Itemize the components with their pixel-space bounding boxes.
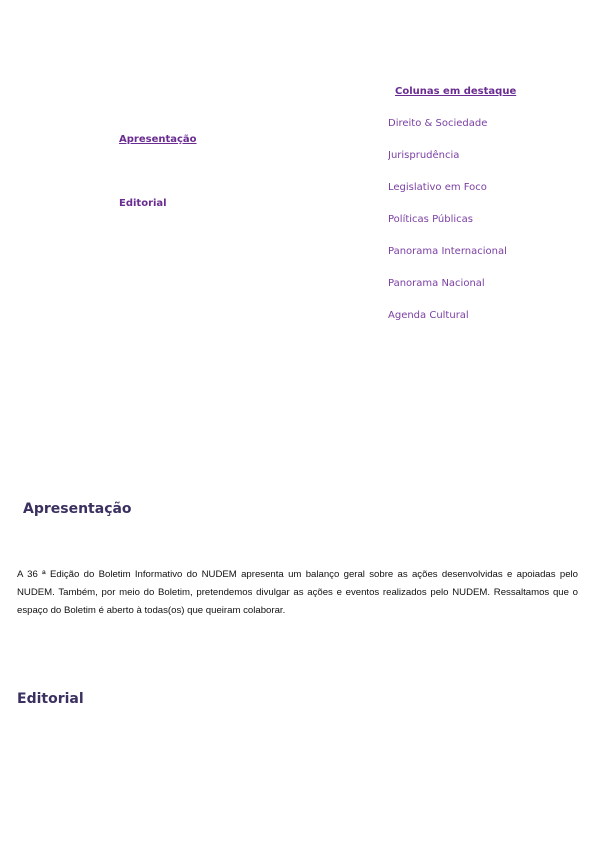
column-link-agenda-cultural[interactable]: Agenda Cultural [388, 310, 469, 321]
toc-link-editorial[interactable]: Editorial [119, 198, 167, 209]
toc-link-apresentacao[interactable]: Apresentação [119, 134, 197, 145]
column-link-panorama-nacional[interactable]: Panorama Nacional [388, 278, 485, 289]
column-link-politicas-publicas[interactable]: Políticas Públicas [388, 214, 473, 225]
section-title-apresentacao: Apresentação [23, 501, 132, 517]
column-link-legislativo[interactable]: Legislativo em Foco [388, 182, 487, 193]
column-link-direito-sociedade[interactable]: Direito & Sociedade [388, 118, 488, 129]
section-title-editorial: Editorial [17, 691, 84, 707]
column-link-panorama-internacional[interactable]: Panorama Internacional [388, 246, 507, 257]
apresentacao-paragraph: A 36 ª Edição do Boletim Informativo do NUDEM apresenta um balanço geral sobre as ações desenvolvidas e apoiadas pelo NUDEM. Também, por meio do Boletim, pretendemos divulgar as ações e eventos realizados pelo NUDEM. Ressaltamos que o espaço do Boletim é aberto à todas(os) que queiram colaborar. [17, 569, 578, 616]
featured-columns-list [388, 117, 588, 341]
featured-columns-heading[interactable]: Colunas em destaque [395, 86, 517, 97]
column-link-jurisprudencia[interactable]: Jurisprudência [388, 150, 460, 161]
